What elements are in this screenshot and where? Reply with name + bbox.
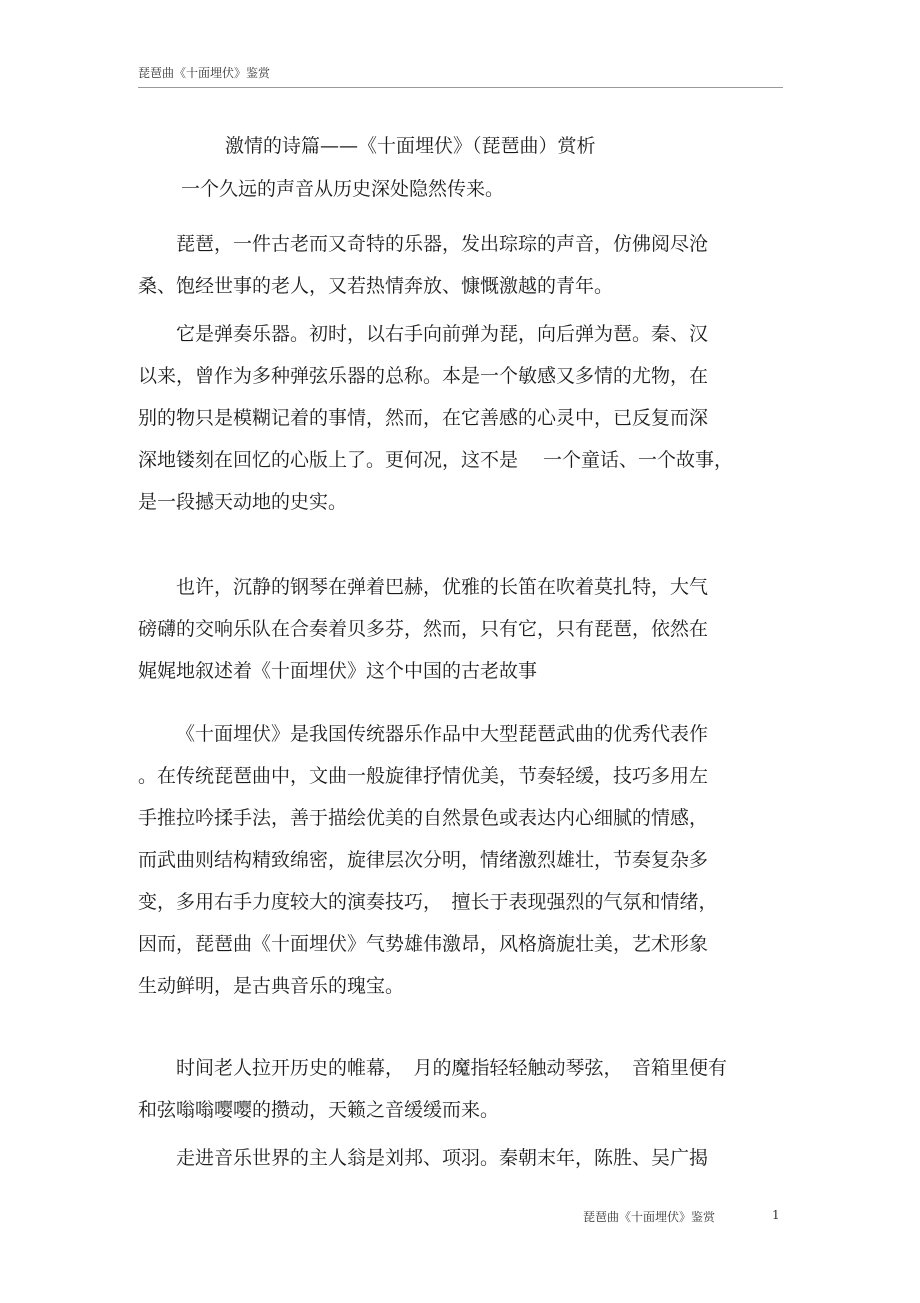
header-divider	[138, 87, 783, 88]
paragraph-line: 生动鲜明，是古典音乐的瑰宝。	[138, 975, 405, 997]
paragraph-line: 和弦嗡嗡嘤嘤的攒动，天籁之音缓缓而来。	[138, 1099, 500, 1121]
paragraph-line: 琵琶，一件古老而又奇特的乐器，发出琮琮的声音，仿佛阅尽沧	[176, 233, 709, 255]
paragraph-line: 以来，曾作为多种弹弦乐器的总称。本是一个敏感又多情的尤物，在	[138, 365, 709, 387]
paragraph-line: 娓娓地叙述着《十面埋伏》这个中国的古老故事	[138, 660, 538, 682]
paragraph-line: 而武曲则结构精致绵密，旋律层次分明，情绪激烈雄壮，节奏复杂多	[138, 849, 709, 871]
paragraph-6	[138, 1047, 778, 1131]
paragraph-line: 也许，沉静的钢琴在弹着巴赫，优雅的长笛在吹着莫扎特，大气	[176, 576, 709, 598]
paragraph-line: 它是弹奏乐器。初时，以右手向前弹为琵，向后弹为琶。秦、汉	[176, 323, 709, 345]
paragraph-line: 变，多用右手力度较大的演奏技巧， 擅长于表现强烈的气氛和情绪，	[138, 891, 718, 913]
paragraph-line: 桑、饱经世事的老人，又若热情奔放、慷慨激越的青年。	[138, 275, 614, 297]
paragraph-line: 因而，琵琶曲《十面埋伏》气势雄伟激昂，风格旖旎壮美，艺术形象	[138, 933, 709, 955]
page-number: 1	[772, 1208, 780, 1222]
footer-title: 琵琶曲《十面埋伏》鉴赏	[583, 1210, 716, 1224]
paragraph-line: 是一段撼天动地的史实。	[138, 491, 348, 513]
paragraph-3	[138, 313, 778, 523]
paragraph-line: 磅礴的交响乐队在合奏着贝多芬，然而，只有它，只有琵琶，依然在	[138, 618, 709, 640]
paragraph-line: 《十面埋伏》是我国传统器乐作品中大型琵琶武曲的优秀代表作	[176, 723, 709, 745]
paragraph-line: 一个久远的声音从历史深处隐然传来。	[181, 178, 505, 200]
paragraph-2	[138, 223, 778, 307]
paragraph-line: 。在传统琵琶曲中，文曲一般旋律抒情优美，节奏轻缓，技巧多用左	[138, 765, 709, 787]
page-header: 琵琶曲《十面埋伏》鉴赏	[138, 66, 271, 80]
paragraph-7	[138, 1137, 778, 1179]
paragraph-line: 别的物只是模糊记着的事情，然而，在它善感的心灵中，已反复而深	[138, 407, 709, 429]
paragraph-4	[138, 566, 778, 692]
paragraph-line: 走进音乐世界的主人翁是刘邦、项羽。秦朝末年，陈胜、吴广揭	[176, 1147, 709, 1169]
paragraph-line: 时间老人拉开历史的帷幕， 月的魔指轻轻触动琴弦， 音箱里便有	[176, 1057, 728, 1079]
paragraph-1	[181, 168, 821, 210]
document-title: 激情的诗篇——《十面埋伏》（琵琶曲）赏析	[225, 135, 596, 157]
paragraph-line: 手推拉吟揉手法，善于描绘优美的自然景色或表达内心细腻的情感，	[138, 807, 709, 829]
paragraph-line: 深地镂刻在回忆的心版上了。更何况，这不是 一个童话、一个故事，	[138, 449, 734, 471]
paragraph-5	[138, 713, 778, 1007]
